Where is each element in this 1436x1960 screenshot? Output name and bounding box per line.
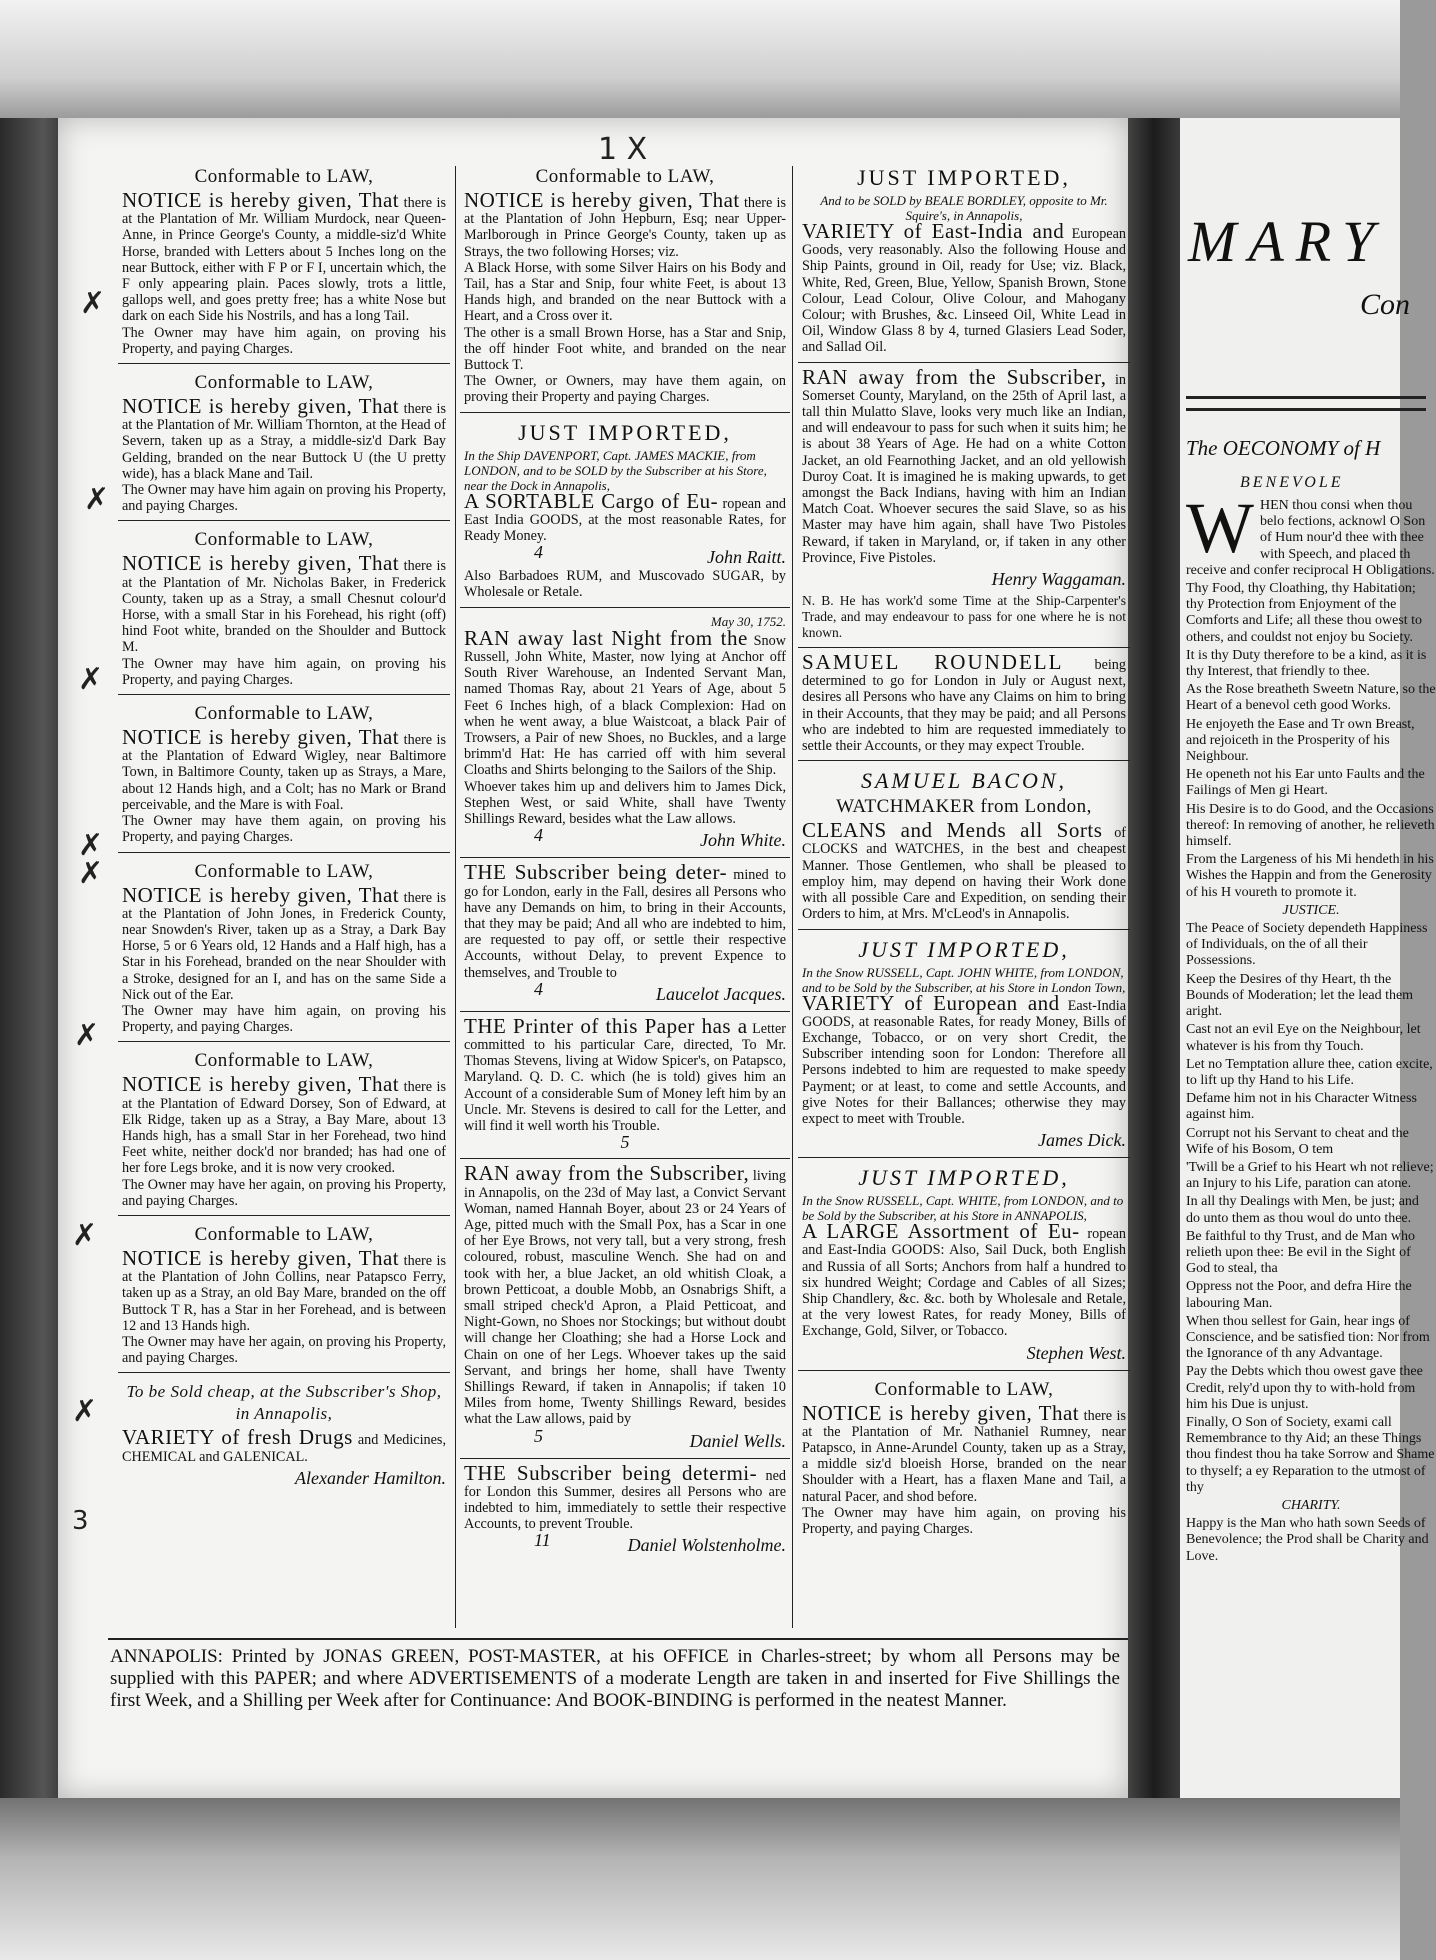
ad-heading: To be Sold cheap, at the Subscriber's Shop, in Annapolis, [126, 1382, 442, 1424]
column-3 [798, 162, 1130, 1547]
ad-text: ropean and East India GOODS, at the most reasonable Rates, for Ready Money. [464, 495, 787, 545]
ad-text: European Goods, very reasonably. Also the following House and Ship Paints, ground in Oil, ready for Use; viz. Black, White, Red, Green, Blue, Yellow, Spanish Brown, Stone Colour, Lead Colour, Olive Colour, and Mahogany Colour; with Brushes, &c. Linseed Oil, White Lead in Oil, Window Glass 8 by 4, turned Glasiers Lead Soder, and Sallad Oil. [802, 226, 1126, 356]
runaway-ad-white [460, 612, 790, 859]
raitt-import-ad [460, 417, 790, 608]
ad-lead: THE Printer of this Paper has a [464, 1013, 748, 1038]
paragraph: Defame him not in his Character Witness against him. [1186, 1091, 1417, 1123]
ad-tail: The Owner may have her again, on proving his Property, and paying Charges. [122, 1176, 446, 1209]
facing-page-subheading: BENEVOLE [1240, 474, 1344, 491]
facing-page-title: MARY [1188, 209, 1387, 274]
column-rule [792, 166, 793, 1628]
ad-heading: Conformable to LAW, [194, 860, 374, 882]
paragraph: He openeth not his Ear unto Faults and the Failings of Men gi Heart. [1186, 767, 1425, 799]
stray-notice-murdock [118, 162, 450, 364]
ad-lead: NOTICE is hereby given, That [122, 394, 400, 419]
paragraph: Oppress not the Poor, and defra Hire the labouring Man. [1186, 1279, 1412, 1311]
handwritten-mark: 5 [534, 1425, 543, 1446]
printer-imprint: ANNAPOLIS: Printed by JONAS GREEN, POST-MASTER, at his OFFICE in Charles-street; by whom all Persons may be supplied with this PAPER; and where ADVERTISEMENTS of a moderate Length are taken in and inserted for Five Shillings the first Week, and a Shilling per Week after for Continuance: And BOOK-BINDING is performed in the neatest Manner. [110, 1646, 1120, 1711]
facing-page-rule [1186, 396, 1426, 399]
book-gutter [1128, 118, 1180, 1798]
ad-lead: VARIETY of fresh Drugs [122, 1425, 353, 1450]
paragraph: Finally, O Son of Society, exami call Remembrance to thy Aid; an these Things thou findest thou ha take Sorrow and Shame to thyself; a ey Reparation to the utmost of thy [1186, 1414, 1435, 1495]
paragraph: The Peace of Society dependeth Happiness of Individuals, on the of all their Possessions. [1186, 921, 1428, 969]
handwritten-mark: 11 [534, 1530, 551, 1551]
facing-page-text [1186, 488, 1436, 1567]
facing-page-subtitle: Con [1360, 288, 1411, 321]
book-edge [0, 118, 62, 1798]
ad-signature: John Raitt. [707, 547, 786, 568]
background-bottom [0, 1790, 1400, 1960]
ad-text: there is at the Plantation of John Jones, in Frederick County, near Snowden's River, taken up as a Stray, a Dark Bay Horse, 5 or 6 Years old, 12 Hands and a Half high, has a Star in his Forehead, branded on the near Shoulder with a Stroke, designed for an I, and has on the same Side a Nick out of the Ear. [122, 889, 447, 1003]
ad-tail: Whoever takes him up and delivers him to James Dick, Stephen West, or said White, shall have Twenty Shillings Reward, besides what the Law allows. [464, 778, 786, 828]
printer-letter-notice [460, 1013, 790, 1160]
stray-notice-thornton [118, 368, 450, 521]
ad-tail: The Owner may have him again, on proving his Property, and paying Charges. [802, 1504, 1126, 1537]
footer-rule [108, 1638, 1128, 1640]
ad-text: there is at the Plantation of John Hepburn, Esq; near Upper-Marlborough in Prince George's County, taken up as Strays, the two following Horses; viz. [464, 195, 786, 260]
ad-heading: Conformable to LAW, [194, 703, 374, 725]
ad-signature: Daniel Wolstenholme. [627, 1535, 786, 1556]
ad-signature: Laucelot Jacques. [656, 983, 786, 1004]
ad-lead: RAN away last Night from the [464, 625, 748, 650]
paragraph: Corrupt not his Servant to cheat and the Wife of his Bosom, O tem [1186, 1125, 1409, 1157]
ad-heading: Conformable to LAW, [194, 1223, 374, 1245]
bordley-import-ad [798, 162, 1130, 363]
ad-subheading: WATCHMAKER from London, [836, 796, 1092, 818]
ad-text: there is at the Plantation of Mr. William Murdock, near Queen-Anne, in Prince George's County, a middle-siz'd White Horse, branded with Letters about 5 Inches long on the near Buttock, either with F P or F I, uncertain which, the F only appearing plain. Paces slowly, trots a little, gallops well, and goes pretty free; has a white Nose but dark on each Side his Nostrils, and has a long Tail. [122, 195, 447, 325]
stray-notice-rumney [798, 1375, 1130, 1544]
ad-postscript: N. B. He has work'd some Time at the Ship-Carpenter's Trade, and may endeavour to pass for one where he is not known. [802, 593, 1126, 641]
ad-heading: SAMUEL BACON, [860, 768, 1068, 794]
ad-subheading: In the Ship DAVENPORT, Capt. JAMES MACKIE, from LONDON, and to be SOLD by the Subscriber at his Store, near the Dock in Annapolis, [464, 447, 767, 493]
stray-notice-collins [118, 1220, 450, 1373]
paragraph: HEN thou consi when thou belo fections, acknowl O Son of Hum nour'd thee with thee with Speech, and placed th receive and confer reciprocal H Obligations. [1186, 498, 1435, 578]
ad-heading: Conformable to LAW, [535, 166, 715, 187]
stray-notice-jones [118, 857, 450, 1043]
ad-text: The other is a small Brown Horse, has a Star and Snip, the off hinder Foot white, and branded on the near Buttock T. [464, 324, 786, 374]
ad-heading: Conformable to LAW, [194, 166, 374, 187]
ad-heading: JUST IMPORTED, [518, 419, 732, 445]
handwritten-mark: 4 [534, 542, 543, 563]
ad-signature: James Dick. [1038, 1130, 1126, 1151]
ad-tail: Also Barbadoes RUM, and Muscovado SUGAR, by Wholesale or Retale. [464, 568, 786, 601]
paragraph: His Desire is to do Good, and the Occasions thereof: In removing of another, he relieveth himself. [1186, 801, 1435, 850]
ad-lead: NOTICE is hereby given, That [122, 551, 400, 576]
ad-tail: The Owner may have them again, on proving his Property, and paying Charges. [122, 813, 446, 846]
ad-lead: A SORTABLE Cargo of Eu- [464, 488, 719, 513]
ad-tail: The Owner may have her again, on proving his Property, and paying Charges. [122, 1333, 446, 1367]
margin-x-mark: ✗ [72, 1394, 98, 1429]
page-number: 1 X [598, 132, 648, 167]
ad-lead: NOTICE is hereby given, That [464, 188, 740, 212]
west-import-ad [798, 1162, 1130, 1370]
ad-text: living in Annapolis, on the 23d of May last, a Convict Servant Woman, named Hannah Boyer, about 23 or 24 Years of Age, pitted much with the Small Pox, has a Scar in one of her Eye Brows, not very tall, but a very strong, fresh coloured, robust, masculine Wench. She had on and took with her, a blue Jacket, an old whitish Cloak, a brown Petticoat, a double Mobb, an Osnabrigs Shift, a small striped check'd Apron, a Plaid Petticoat, and Night-Gown, no Shoes nor Stockings; but without doubt will change her Cloathing; she had a Horse Lock and Chain on one of her Legs. Whoever takes up the said Servant, and brings her home, shall have Twenty Shillings Reward, if taken in Annapolis; if taken 10 Miles from home, Twenty Shillings Reward, besides what the Law allows, paid by [464, 1168, 786, 1428]
stray-notice-wigley [118, 699, 450, 852]
ad-subheading: In the Snow RUSSELL, Capt. WHITE, from LONDON, and to be Sold by the Subscriber, at his Store in ANNAPOLIS, [802, 1193, 1124, 1224]
ad-lead: THE Subscriber being determi- [464, 1460, 758, 1485]
ad-text: mined to go for London, early in the Fall, desires all Persons who have any Demands on him, to bring in their Accounts, that they may be paid; And all who are indebted to him, are requested to pay off, or settle their respective Accounts, without Delay, to prevent Expence to themselves, and Trouble to [464, 867, 787, 981]
ad-text: being determined to go for London in July or August next, desires all Persons who have any Claims on him to bring in their Accounts, that they may be paid; and all Persons who are indebted to him are requested immediately to settle their Accounts, or they may expect Trouble. [802, 657, 1126, 755]
ad-heading: JUST IMPORTED, [858, 1165, 1070, 1191]
ad-text: Snow Russell, John White, Master, now lying at Anchor off South River Warehouse, an Indented Servant Man, named Thomas Ray, about 21 Years of Age, about 5 Feet 6 Inches high, of a black Complexion: Had on when he went away, a blue Waistcoat, a black Pair of Trowsers, a Pair of new Shoes, no Buckles, and a large brimm'd Hat: He has carried off with him several Cloaths and Shirts belonging to the Sailors of the Ship. [464, 632, 786, 779]
paragraph: Pay the Debts which thou owest gave thee Credit, rely'd upon thy to with-hold from him his Due is unjust. [1186, 1364, 1423, 1412]
ad-text: there is at the Plantation of Edward Dorsey, Son of Edward, at Elk Ridge, taken up as a Stray, a Bay Mare, about 13 Hands high, has a small Star in her Forehead, two hind Feet white, neither dock'd nor branded; has had one of her fore Legs broke, and it is now very crooked. [122, 1079, 447, 1177]
ad-lead: NOTICE is hereby given, That [122, 725, 400, 750]
paragraph: Keep the Desires of thy Heart, th the Bounds of Moderation; let the lead them aright. [1186, 971, 1414, 1020]
ad-tail: The Owner may have him again on proving his Property, and paying Charges. [122, 482, 446, 515]
paragraph: 'Twill be a Grief to his Heart wh not relieve; an Injury to his Life, paration can atone. [1186, 1159, 1434, 1192]
ad-lead: NOTICE is hereby given, That [122, 188, 400, 212]
stray-notice-dorsey [118, 1046, 450, 1216]
ad-text: there is at the Plantation of Mr. Nicholas Baker, in Frederick County, taken up as a Stray, a small Chesnut colour'd Horse, with a small Star in his Forehead, his right (off) hind Foot white, branded on the Shoulder and Buttock M. [122, 558, 447, 656]
stray-notice-hepburn [460, 162, 790, 413]
paragraph: Thy Food, thy Cloathing, thy Habitation; thy Protection from Enjoyment of the Comforts and Life; all these thou owest to others, and couldst not enjoy bu Society. [1186, 581, 1423, 645]
facing-page-dropcap: W [1186, 488, 1254, 568]
paragraph: When thou sellest for Gain, hear ings of Conscience, and be satisfied tion: Nor from the Ignorance of th any Advantage. [1186, 1313, 1430, 1362]
ad-text: ned for London this Summer, desires all Persons who are indebted to him, immediately to settle their respective Accounts, to prevent Trouble. [464, 1467, 787, 1533]
margin-x-mark: ✗ [78, 856, 104, 891]
ad-subheading: In the Snow RUSSELL, Capt. JOHN WHITE, from LONDON, and to be Sold by the Subscriber, at his Store in London Town, [802, 964, 1126, 995]
ad-heading: Conformable to LAW, [194, 1050, 374, 1072]
ad-lead: VARIETY of European and [802, 990, 1060, 1015]
margin-x-mark: ✗ [84, 482, 110, 517]
paragraph: Cast not an evil Eye on the Neighbour, let whatever is his from thy Touch. [1186, 1022, 1421, 1054]
ad-text: East-India GOODS, at reasonable Rates, for ready Money, Bills of Exchange, Tobacco, or on very short Credit, the Subscriber intending soon for London: Therefore all Persons indebted to him are requested to make speedy Payment; or at least, to come and settle Accounts, and give Notes for their Ballances; otherwise they may expect to meet with Trouble. [802, 997, 1126, 1127]
ad-heading: Conformable to LAW, [194, 372, 374, 394]
ad-signature: Stephen West. [1026, 1342, 1126, 1363]
margin-x-mark: ✗ [78, 828, 104, 863]
stray-notice-baker [118, 525, 450, 695]
ad-lead: NOTICE is hereby given, That [122, 1245, 400, 1270]
ad-lead: NOTICE is hereby given, That [122, 882, 400, 907]
paragraph: In all thy Dealings with Men, be just; and do unto them as thou woul do unto thee. [1186, 1194, 1419, 1226]
ad-signature: Alexander Hamilton. [295, 1467, 446, 1488]
paragraph: From the Largeness of his Mi hendeth in his Wishes the Happin and from the Generosity of his H voureth to promote it. [1186, 852, 1434, 900]
column-2 [460, 162, 790, 1566]
ad-heading: Conformable to LAW, [194, 529, 374, 551]
paragraph: Happy is the Man who hath sown Seeds of Benevolence; the Prod shall be Charity and Love. [1186, 1516, 1429, 1564]
margin-x-mark: ✗ [78, 662, 104, 697]
paragraph: As the Rose breatheth Sweetn Nature, so the Heart of a benevol ceth good Works. [1186, 682, 1436, 714]
ad-date: May 30, 1752. [710, 613, 786, 629]
section-heading: JUSTICE. [1282, 902, 1340, 918]
margin-x-mark: ✗ [74, 1018, 100, 1053]
facing-page [1180, 118, 1436, 1798]
ad-heading: Conformable to LAW, [874, 1378, 1054, 1400]
runaway-ad-wells [460, 1163, 790, 1458]
ad-lead: SAMUEL ROUNDELL [802, 650, 1064, 675]
ad-text: there is at the Plantation of John Collins, near Patapsco Ferry, taken up as a Stray, an old Bay Mare, branded on the off Buttock T R, has a Star in her Forehead, and is between 12 and 13 Hands high. [122, 1252, 447, 1334]
jacques-notice [460, 862, 790, 1011]
background-top [0, 0, 1400, 130]
ad-text: of CLOCKS and WATCHES, in the best and cheapest Manner. Those Gentlemen, who shall be pleased to employ him, may depend on having their Work done with all possible Care and Expedition, on sending their Orders to him, at Mrs. M'cLeod's in Annapolis. [802, 825, 1127, 923]
margin-number: 3 [72, 1506, 89, 1536]
ad-text: and Medicines, CHEMICAL and GALENICAL. [122, 1432, 446, 1465]
ad-tail: The Owner, or Owners, may have them again, on proving their Property and paying Charges. [464, 373, 786, 406]
facing-page-rule [1186, 408, 1426, 411]
ad-lead: A LARGE Assortment of Eu- [802, 1219, 1080, 1244]
handwritten-mark: 4 [534, 825, 543, 846]
dick-import-ad [798, 934, 1130, 1159]
ad-tail: The Owner may have him again, on proving his Property, and paying Charges. [122, 324, 446, 357]
drugs-advertisement [118, 1377, 450, 1494]
ad-lead: NOTICE is hereby given, That [122, 1072, 400, 1097]
ad-text: Letter committed to his particular Care, directed, To Mr. Thomas Stevens, living at Widow Spicer's, on Patapsco, Maryland. Q. D. C. which (he is told) gives him an Account of a considerable Sum of Money left him by an Uncle. Mr. Stevens is desired to call for the Letter, and will find it well worth his Trouble. [464, 1020, 786, 1134]
paragraph: It is thy Duty therefore to be a kind, as it is thy Interest, that friendly to thee. [1186, 647, 1427, 680]
ad-heading: JUST IMPORTED, [858, 936, 1070, 962]
handwritten-mark: 5 [620, 1132, 630, 1153]
paragraph: Be faithful to thy Trust, and de Man who relieth upon thee: Be evil in the Sight of God to steal, tha [1186, 1228, 1416, 1277]
ad-lead: RAN away from the Subscriber, [802, 364, 1107, 389]
margin-x-mark: ✗ [80, 286, 106, 321]
ad-signature: John White. [700, 830, 786, 851]
ad-lead: CLEANS and Mends all Sorts [802, 818, 1103, 843]
ad-signature: Daniel Wells. [689, 1430, 786, 1451]
ad-text: ropean and East-India GOODS: Also, Sail Duck, both English and Russia of all Sorts; Anchors from half a hundred to six hundred Weight; Cordage and Cables of all Sizes; Ship Chandlery, &c. &c. both by Wholesale and Retale, at the very lowest Rates, for ready Money, Bills of Exchange, Gold, Silver, or Tobacco. [802, 1226, 1126, 1340]
ad-signature: Henry Waggaman. [991, 569, 1126, 590]
section-heading: CHARITY. [1281, 1497, 1341, 1513]
ad-lead: RAN away from the Subscriber, [464, 1161, 750, 1186]
facing-page-heading: The OECONOMY of H [1186, 436, 1381, 460]
ad-text: A Black Horse, with some Silver Hairs on his Body and Tail, has a Star and Snip, four white Feet, is about 13 Hands high, and branded on the near Buttock with a Heart, and a Cross over it. [464, 259, 786, 325]
wolstenholme-notice [460, 1460, 790, 1563]
bacon-watchmaker-ad [798, 765, 1130, 929]
column-1 [118, 162, 450, 1499]
runaway-ad-waggaman [798, 364, 1130, 648]
ad-lead: NOTICE is hereby given, That [802, 1400, 1080, 1425]
column-rule [455, 166, 456, 1628]
ad-text: there is at the Plantation of Mr. William Thornton, at the Head of Severn, taken up as a Stray, a middle-siz'd Dark Bay Gelding, branded on the near Buttock U (the U pretty wide), has a black Mane and Tail. [122, 401, 447, 482]
ad-subheading: And to be SOLD by BEALE BORDLEY, opposite to Mr. Squire's, in Annapolis, [820, 193, 1108, 223]
handwritten-mark: 4 [534, 978, 543, 999]
ad-heading: JUST IMPORTED, [857, 165, 1071, 190]
ad-tail: The Owner may have him again, on proving his Property, and paying Charges. [122, 655, 446, 688]
paragraph: He enjoyeth the Ease and Tr own Breast, and rejoiceth in the Prosperity of his Neighbour. [1186, 716, 1415, 765]
ad-text: in Somerset County, Maryland, on the 25th of April last, a tall thin Mulatto Slave, looks very much like an Indian, and will endeavour to pass for such when it suits him; he is about 38 Years of Age. He had on a white Cotton Jacket, an old Fearnothing Jacket, and an old yellowish Duroy Coat. It is imagined he is making upwards, to get amongst the Back Indians, having with him an Indian Match Coat. Whoever secures the said Slave, so as his Master may have him again, shall have Two Pistoles Reward, if taken in Maryland, or, if taken in any other Province, Five Pistoles. [802, 371, 1126, 566]
ad-tail: The Owner may have him again, on proving his Property, and paying Charges. [122, 1002, 446, 1036]
paragraph: Let no Temptation allure thee, cation excite, to lift up thy Hand to his Life. [1186, 1056, 1433, 1088]
ad-lead: THE Subscriber being deter- [464, 860, 728, 885]
ad-text: there is at the Plantation of Mr. Nathaniel Rumney, near Patapsco, in Anne-Arundel County, taken up as a Stray, a middle siz'd bloeish Horse, branded on the near Shoulder with a Heart, has a flaxen Mane and Tail, a natural Pacer, and shod before. [802, 1407, 1127, 1505]
ad-lead: VARIETY of East-India and [802, 219, 1065, 243]
margin-x-mark: ✗ [72, 1218, 98, 1253]
roundell-notice [798, 652, 1130, 761]
ad-text: there is at the Plantation of Edward Wigley, near Baltimore Town, in Baltimore County, taken up as Strays, a Mare, about 12 Hands high, and a Colt; has no Mark or Brand perceivable, and the Mare is with Foal. [122, 732, 447, 813]
